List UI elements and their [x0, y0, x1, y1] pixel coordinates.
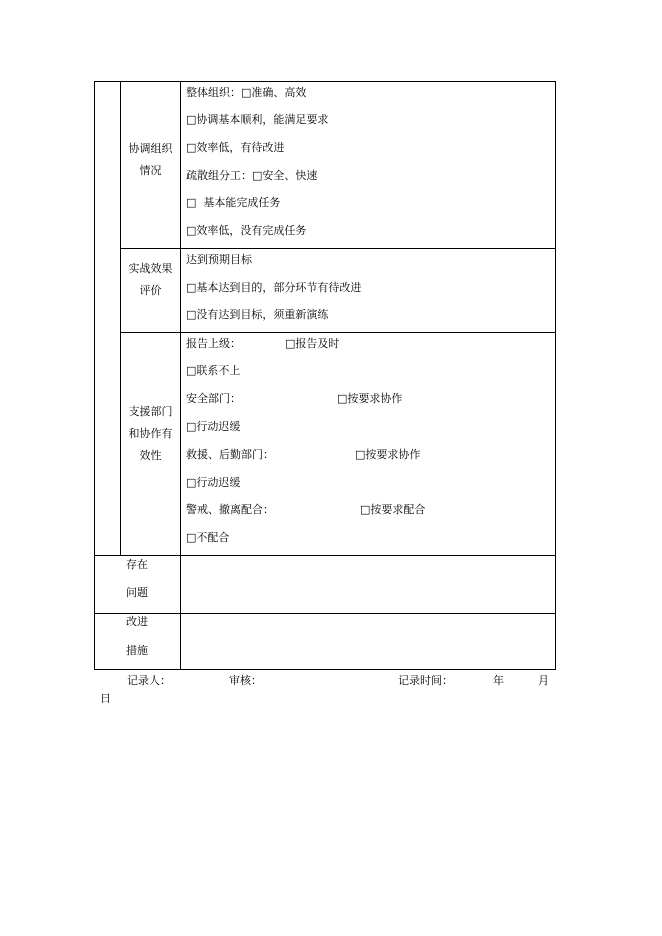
coordination-line: □效率低，有待改进	[186, 141, 285, 154]
improve-label: 改进	[126, 615, 148, 628]
label-column-divider	[180, 81, 181, 670]
coordination-line: □ 基本能完成任务	[186, 196, 281, 209]
label-line: 实战效果	[128, 262, 173, 275]
row-divider	[120, 332, 556, 333]
issues-label: 存在	[126, 558, 148, 571]
improve-label: 措施	[126, 644, 148, 657]
effect-line: 达到预期目标	[186, 253, 252, 266]
issues-value[interactable]	[186, 570, 550, 610]
coordination-line: 整体组织：□准确、高效	[186, 86, 307, 99]
label-line: 和协作有	[128, 427, 173, 440]
support-line: 救援、后勤部门：	[186, 448, 274, 461]
coordination-line: □协调基本顺利，能满足要求	[186, 113, 329, 126]
footer-day: 日	[100, 692, 111, 705]
row-label-coordination	[121, 138, 180, 182]
label-line: 协调组织	[128, 142, 173, 155]
coordination-line: □效率低，没有完成任务	[186, 224, 307, 237]
support-line: 报告上级：	[186, 337, 241, 350]
support-line: □按要求协作	[355, 448, 421, 461]
row-label-support	[121, 401, 180, 467]
footer-month: 月	[538, 674, 549, 687]
label-line: 情况	[139, 164, 162, 177]
support-line: □联系不上	[186, 364, 241, 377]
support-line: □行动迟缓	[186, 420, 241, 433]
support-line: □不配合	[186, 531, 230, 544]
support-line: 警戒、撤离配合：	[186, 503, 274, 516]
row-divider	[120, 248, 556, 249]
improve-value[interactable]	[186, 625, 550, 665]
support-line: □行动迟缓	[186, 476, 241, 489]
coordination-line: 疏散组分工：□安全、快速	[186, 169, 318, 182]
effect-line: □没有达到目标，须重新演练	[186, 308, 329, 321]
support-line: □按要求协作	[337, 392, 403, 405]
label-line: 支援部门	[128, 405, 173, 418]
effect-line: □基本达到目的，部分环节有待改进	[186, 281, 362, 294]
footer-recorder: 记录人：	[127, 674, 171, 687]
support-line: 安全部门：	[186, 392, 241, 405]
support-line: □按要求配合	[360, 503, 426, 516]
label-line: 评价	[139, 284, 162, 297]
row-label-effect	[121, 258, 180, 302]
row-divider	[94, 555, 556, 556]
row-divider	[94, 613, 556, 614]
footer-time: 记录时间：	[398, 674, 453, 687]
label-line: 效性	[139, 449, 162, 462]
support-line: □报告及时	[285, 337, 340, 350]
footer-year: 年	[493, 674, 504, 687]
issues-label: 问题	[126, 586, 148, 599]
footer-reviewer: 审核：	[229, 674, 262, 687]
